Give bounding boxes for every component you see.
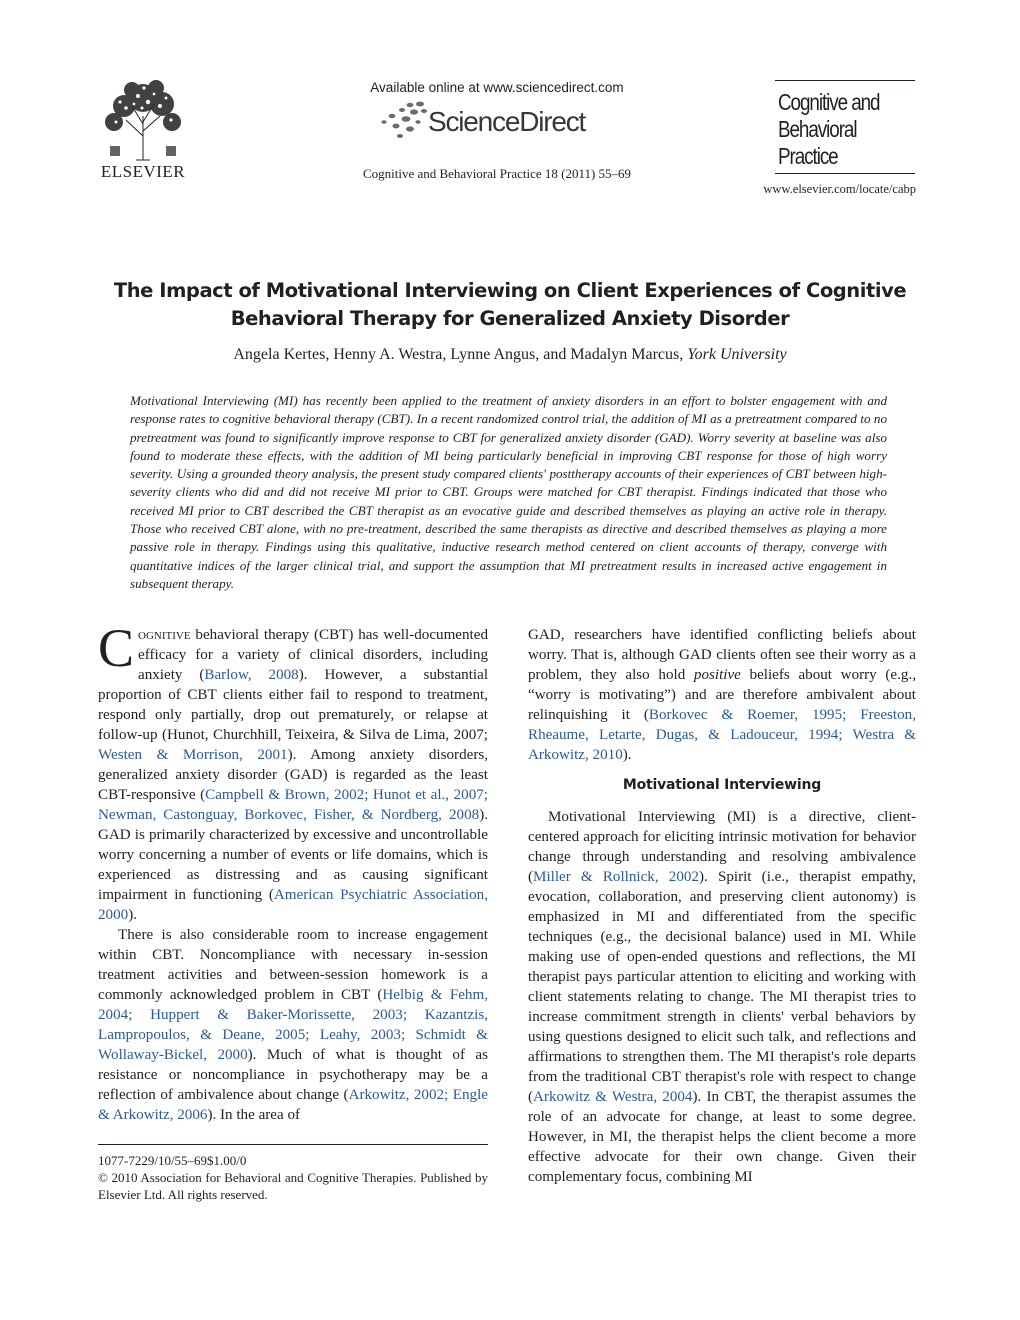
citation-link[interactable]: Miller & Rollnick, 2002 xyxy=(533,869,699,885)
footnote xyxy=(98,1152,488,1203)
paragraph-engagement xyxy=(98,925,488,1125)
text-span: ). Among anxiety disorders, generalized anxiety disorder (GAD) is regarded as the least CBT-responsive ( xyxy=(98,747,488,803)
paragraph-gad-beliefs xyxy=(528,625,916,765)
author-names: Angela Kertes, Henny A. Westra, Lynne Angus, and Madalyn Marcus, xyxy=(233,346,684,363)
text-span: ). Much of what is thought of as resistance or noncompliance in psychotherapy may be a reflection of ambivalence about change ( xyxy=(98,1047,488,1103)
citation-link[interactable]: Barlow, 2008 xyxy=(204,667,299,683)
emphasis-text: positive xyxy=(693,667,741,683)
body-column-left xyxy=(98,618,489,1125)
paragraph-mi xyxy=(528,807,916,1187)
drop-cap: C xyxy=(98,618,135,678)
available-online-text[interactable]: Available online at www.sciencedirect.com xyxy=(370,80,624,95)
citation-link[interactable]: Borkovec & Roemer, 1995; Freeston, Rheaume, Letarte, Dugas, & Ladouceur, 1994; Westra & Arkowitz, 2010 xyxy=(528,707,916,763)
journal-name-line-3: Practice xyxy=(778,143,838,169)
abstract: Motivational Interviewing (MI) has recently been applied to the treatment of anxiety disorders in an effort to bolster engagement with and response rates to cognitive behavioral therapy (CBT). In a recent randomized control trial, the addition of MI as a pretreatment compared to no pretreatment was found to significantly improve response to CBT for generalized anxiety disorder (GAD). Worry severity at baseline was also found to moderate these effects, with the addition of MI being particularly beneficial in improving CBT response for those of high worry severity. Using a grounded theory analysis, the present study compared clients' posttherapy accounts of their experiences of CBT between high-severity clients who did and did not receive MI prior to CBT. Groups were matched for CBT therapist. Findings indicated that those who received MI prior to CBT described the CBT therapist as an evocative guide and described themselves as playing an active role in therapy. Those who received CBT alone, with no pre-treatment, described the same therapists as directive and described themselves as playing a more passive role in therapy. Findings using this qualitative, inductive research method centered on client accounts of therapy, converge with quantitative indices of the larger clinical trial, and support the assumption that MI pretreatment results in increased active engagement in subsequent therapy. xyxy=(130,393,887,591)
journal-name-line-1: Cognitive and xyxy=(778,89,880,115)
text-span: behavioral therapy (CBT) has well-documented efficacy for a variety of clinical disorders, including anxiety ( xyxy=(138,627,488,683)
text-span: ). xyxy=(622,747,632,763)
citation-link[interactable]: Arkowitz & Westra, 2004 xyxy=(533,1089,693,1105)
citation-link[interactable]: American Psychiatric Association, 2000 xyxy=(98,887,488,923)
paragraph-intro xyxy=(98,618,489,925)
elsevier-wordmark: ELSEVIER xyxy=(100,162,186,181)
copyright-line: © 2010 Association for Behavioral and Cognitive Therapies. Published by Elsevier Ltd. All rights reserved. xyxy=(98,1170,488,1202)
journal-title-box xyxy=(775,80,915,174)
citation-link[interactable]: Campbell & Brown, 2002; Hunot et al., 2007; Newman, Castonguay, Borkovec, Fisher, & Nordberg, 2008 xyxy=(98,787,488,823)
elsevier-tree-icon xyxy=(96,76,190,162)
citation-link[interactable]: Westen & Morrison, 2001 xyxy=(98,747,288,763)
section-heading: Motivational Interviewing xyxy=(622,777,822,793)
text-span: There is also considerable room to increase engagement within CBT. Noncompliance with necessary in-session treatment activities and between-session homework is a commonly acknowledged problem in CBT ( xyxy=(98,927,488,1003)
sciencedirect-logo[interactable] xyxy=(380,100,620,144)
journal-citation: Cognitive and Behavioral Practice 18 (2011) 55–69 xyxy=(362,166,632,181)
citation-link[interactable]: Helbig & Fehm, 2004; Huppert & Baker-Morissette, 2003; Kazantzis, Lampropoulos, & Deane, 2005; Leahy, 2003; Schmidt & Wollaway-Bickel, 2000 xyxy=(98,987,488,1063)
sciencedirect-dots-icon xyxy=(380,100,428,140)
text-span: GAD, researchers have identified conflicting beliefs about worry. That is, although GAD clients often see their worry as a problem, they also hold xyxy=(528,627,916,683)
text-span: ). In the area of xyxy=(207,1107,301,1123)
author-affiliation: York University xyxy=(687,346,787,363)
article-title xyxy=(60,277,960,333)
journal-url-link[interactable]: www.elsevier.com/locate/cabp xyxy=(763,182,916,196)
small-caps-lead: ognitive xyxy=(138,627,191,643)
issn-line: 1077-7229/10/55–69$1.00/0 xyxy=(98,1153,247,1168)
sciencedirect-wordmark: ScienceDirect xyxy=(428,106,586,137)
text-span: ). xyxy=(128,907,137,923)
text-span: ). However, a substantial proportion of CBT clients either fail to respond to treatment, respond only partially, drop out prematurely, or relapse at follow-up (Hunot, Churchhill, Teixeira, & Silva de Lima, 2007; xyxy=(98,667,489,743)
article-title-line-2: Behavioral Therapy for Generalized Anxiety Disorder xyxy=(230,307,790,330)
text-span: beliefs about worry (e.g., “worry is motivating”) and are therefore ambivalent about relinquishing it ( xyxy=(528,667,916,723)
text-span: ). Spirit (i.e., therapist empathy, evocation, collaboration, and preserving client autonomy) is emphasized in MI and differentiated from the specific techniques (e.g., the decisional balance) used in MI. While making use of open-ended questions and reflections, the MI therapist pays particular attention to eliciting and working with client statements relating to change. The MI therapist tries to increase commitment strength in clients' verbal behaviors by using questions designed to elicit such talk, and reflections and affirmations to strengthen them. The MI therapist's role departs from the traditional CBT therapist's role with respect to change ( xyxy=(528,869,916,1105)
text-span: ). In CBT, the therapist assumes the role of an advocate for change, at least to some degree. However, in MI, the therapist helps the client become a more effective advocate for their own change. Given their complementary focus, combining MI xyxy=(528,1089,916,1185)
article-title-line-1: The Impact of Motivational Interviewing on Client Experiences of Cognitive xyxy=(113,279,907,302)
text-span: Motivational Interviewing (MI) is a directive, client-centered approach for eliciting intrinsic motivation for behavior change through understanding and resolving ambivalence ( xyxy=(528,809,916,885)
body-column-right xyxy=(528,625,916,1187)
journal-name xyxy=(778,89,902,170)
citation-link[interactable]: Arkowitz, 2002; Engle & Arkowitz, 2006 xyxy=(98,1087,488,1123)
journal-name-line-2: Behavioral xyxy=(778,116,857,142)
elsevier-logo xyxy=(96,76,190,182)
footnote-divider xyxy=(98,1144,488,1145)
author-line xyxy=(60,346,960,364)
text-span: ). GAD is primarily characterized by excessive and uncontrollable worry concerning a number of events or life domains, which is experienced as distressing and as causing significant impairment in functioning ( xyxy=(98,807,488,903)
